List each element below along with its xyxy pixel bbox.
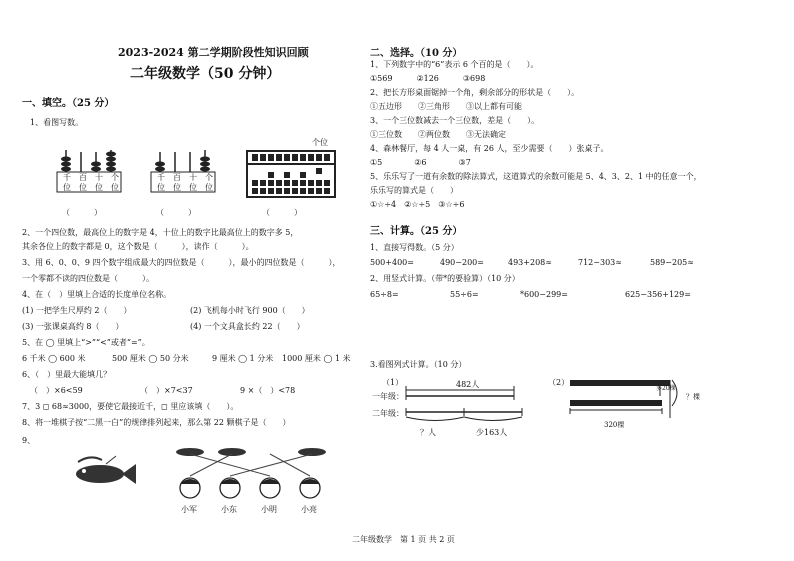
p3-q1-item4: 712−303≈ <box>578 258 622 267</box>
fig1-bar-diagram <box>404 384 528 428</box>
abacus-c <box>246 150 336 198</box>
abacus-b-row1 <box>157 173 221 183</box>
q5-item1: 6 千米 ◯ 600 米 <box>22 354 86 363</box>
p2-q2-opts: ①五边形 ②三角形 ③以上都有可能 <box>370 102 522 111</box>
p3-q2-item3: *600−299= <box>520 290 568 299</box>
q3-line2: 一个零都不读的四位数是（ ）。 <box>22 274 154 283</box>
p3-q1-item1: 500+400= <box>370 258 414 267</box>
fig1-row1: 一年级： <box>372 392 404 401</box>
fig2-top-label: 多20棵 <box>656 385 676 392</box>
label: 个 <box>111 173 127 182</box>
q4-item4: (4) 一个文具盒长约 22（ ） <box>190 322 305 331</box>
q5-text: 5、在 ◯ 里填上“>”“<”或者“=”。 <box>22 338 150 347</box>
child-name-1: 小军 <box>181 505 197 514</box>
fig1-total: 482人 <box>456 380 480 389</box>
p2-q5-line1: 5、乐乐写了一道有余数的除法算式，这道算式的余数可能是 5、4、3、2、1 中的任意一个， <box>370 172 702 181</box>
q2-line1: 2、一个四位数，最高位上的数字是 4，十位上的数字比最高位上的数字多 5， <box>22 228 299 237</box>
q5-item3: 9 厘米 ◯ 1 分米 <box>212 354 274 363</box>
label: 位 <box>189 183 205 192</box>
label: 位 <box>111 183 127 192</box>
p2-q5-opts: ①☆÷4 ②☆÷5 ③☆÷6 <box>370 200 465 209</box>
fig2-side-label: ？棵 <box>686 393 700 401</box>
fig1-num: （1） <box>382 378 404 387</box>
children-lines <box>170 446 330 506</box>
abacus-a-row1 <box>63 173 127 183</box>
label: 个 <box>205 173 221 182</box>
part1-heading: 一、填空。（25 分） <box>22 98 115 109</box>
q5-item4: 1000 厘米 ◯ 1 米 <box>282 354 351 363</box>
q9-label: 9、 <box>22 436 36 445</box>
label: 百 <box>79 173 95 182</box>
q2-line2: 其余各位上的数字都是 0，这个数是（ ），读作（ ）。 <box>22 242 254 251</box>
label: 十 <box>95 173 111 182</box>
p3-q2-item1: 65÷8= <box>370 290 399 299</box>
q7-text: 7、3 ◻ 68≈3000，要使它最接近千，◻ 里应该填（ ）。 <box>22 402 239 411</box>
q1-text: 1、看图写数。 <box>30 118 84 127</box>
q3-line1: 3、用 6、0、0、9 四个数字组成最大的四位数是（ ），最小的四位数是（ ）， <box>22 258 341 267</box>
label: 千 <box>157 173 173 182</box>
label: 位 <box>95 183 111 192</box>
fig1-diff1: ？人 <box>420 428 436 437</box>
label: 千 <box>63 173 79 182</box>
blank-a[interactable]: （ ） <box>62 208 102 217</box>
p2-q4: 4、森林餐厅，每 4 人一桌，有 26 人，至少需要（ ）张桌子。 <box>370 144 609 153</box>
q6-item2: （ ）×7<37 <box>140 386 193 395</box>
label: 十 <box>189 173 205 182</box>
blank-b[interactable]: （ ） <box>156 208 196 217</box>
fig2-bottom-label: 320棵 <box>604 421 625 429</box>
q4-text: 4、在（ ）里填上合适的长度单位名称。 <box>22 290 172 299</box>
part3-heading: 三、计算。（25 分） <box>370 226 463 237</box>
p2-q3: 3、一个三位数减去一个三位数，差是（ ）。 <box>370 116 540 125</box>
p3-q2-item4: 625−356+129= <box>625 290 691 299</box>
abacus-b-row2 <box>157 183 221 193</box>
blank-c[interactable]: （ ） <box>262 208 302 217</box>
q4-item1: (1) 一把学生尺厚约 2（ ） <box>22 306 132 315</box>
label: 百 <box>173 173 189 182</box>
part2-heading: 二、选择。（10 分） <box>370 48 463 59</box>
q5-item2: 500 厘米 ◯ 50 分米 <box>112 354 189 363</box>
p3-q1-item2: 490−200= <box>440 258 484 267</box>
q8-text: 8、将一堆棋子按“二黑一白”的规律排列起来，那么第 22 颗棋子是（ ） <box>22 418 291 427</box>
p3-q2-item2: 55÷6= <box>450 290 479 299</box>
p3-q1: 1、直接写得数。（5 分） <box>370 243 459 252</box>
label: 位 <box>157 183 173 192</box>
child-name-3: 小明 <box>261 505 277 514</box>
q6-item1: （ ）×6<59 <box>30 386 83 395</box>
label: 位 <box>205 183 221 192</box>
p3-q1-item3: 493+208≈ <box>508 258 552 267</box>
label: 位 <box>63 183 79 192</box>
p2-q5-line2: 乐乐写的算式是（ ） <box>370 186 458 195</box>
p2-q4-opts: ①5 ②6 ③7 <box>370 158 471 167</box>
p3-q2: 2、用竖式计算。（带*的要验算）（10 分） <box>370 274 520 283</box>
fig2-num: （2） <box>548 378 570 387</box>
abacus-a-row2 <box>63 183 127 193</box>
fish-icon <box>70 450 140 490</box>
p2-q1: 1、下列数字中的“6”表示 6 个百的是（ ）。 <box>370 60 539 69</box>
q6-item3: 9 ×（ ）<78 <box>240 386 296 395</box>
child-name-2: 小东 <box>221 505 237 514</box>
exam-title: 2023-2024 第二学期阶段性知识回顾 <box>118 46 309 59</box>
p3-q3: 3.看图列式计算。（10 分） <box>370 360 467 369</box>
p3-q1-item5: 589−205≈ <box>650 258 694 267</box>
q4-item3: (3) 一张课桌高约 8（ ） <box>22 322 124 331</box>
p2-q3-opts: ①三位数 ②两位数 ③无法确定 <box>370 130 506 139</box>
fig1-row2: 二年级： <box>372 409 404 418</box>
abacus-c-label: 个位 <box>312 138 328 147</box>
q6-text: 6、（ ）里最大能填几？ <box>22 370 112 379</box>
p2-q2: 2、把长方形桌面锯掉一个角，剩余部分的形状是（ ）。 <box>370 88 580 97</box>
q4-item2: (2) 飞机每小时飞行 900（ ） <box>190 306 310 315</box>
page-footer: 二年级数学 第 1 页 共 2 页 <box>352 535 455 544</box>
label: 位 <box>173 183 189 192</box>
subject-title: 二年级数学（50 分钟） <box>130 66 281 82</box>
fig1-diff2: 少163人 <box>476 428 508 437</box>
label: 位 <box>79 183 95 192</box>
child-name-4: 小亮 <box>301 505 317 514</box>
p2-q1-opts: ①569 ②126 ③698 <box>370 74 486 83</box>
